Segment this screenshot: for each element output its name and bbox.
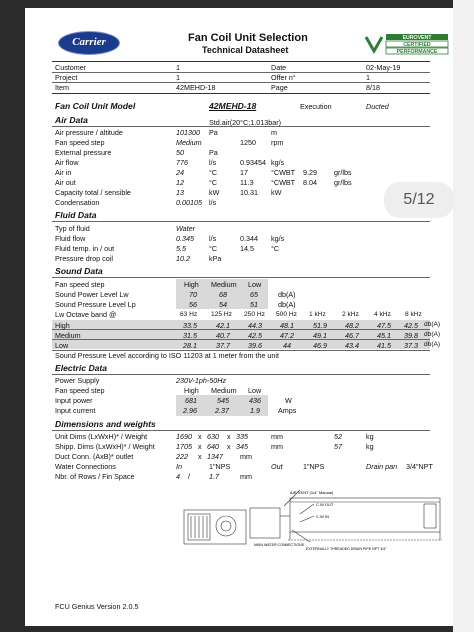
air-row-value: 776 <box>176 158 188 167</box>
air-row-value: 50 <box>176 148 184 157</box>
sound-pressure-unit: db(A) <box>278 300 296 309</box>
electric-speed-low: Low <box>248 386 262 395</box>
fluid-row-unit: kPa <box>209 254 222 263</box>
air-row-unit: l/s <box>209 198 217 207</box>
execution-value: Ducted <box>366 102 389 111</box>
project-value: 1 <box>176 73 180 82</box>
eurovent-line2: CERTIFIED <box>403 42 431 48</box>
input-current-medium: 2.37 <box>215 406 229 415</box>
date-label: Date <box>271 63 287 72</box>
air-row-unit2: rpm <box>271 138 284 147</box>
drawing-air-vent-label: AIR VENT (1/4" Manual) <box>290 490 334 495</box>
fluid-row-value: 5.5 <box>176 244 186 253</box>
fluid-section-title: Fluid Data <box>55 210 97 220</box>
water-conn-label: Water Connections <box>55 462 116 471</box>
sound-power-medium: 68 <box>219 290 227 299</box>
divider <box>52 374 430 375</box>
octave-value: 46.9 <box>313 341 327 350</box>
water-in-value: 1"NPS <box>209 462 231 471</box>
air-row-value: 101300 <box>176 128 200 137</box>
dimensions-section-title: Dimensions and weights <box>55 419 156 429</box>
air-row-value: Medium <box>176 138 202 147</box>
drawing-connections-label: MAIN WATER CONNECTIONS <box>254 543 305 547</box>
input-current-low: 1.9 <box>250 406 260 415</box>
unit-weight-unit: kg <box>366 432 374 441</box>
sound-section-title: Sound Data <box>55 266 103 276</box>
octave-band: 125 Hz <box>211 311 232 318</box>
water-out-value: 1"NPS <box>303 462 325 471</box>
fluid-row-unit2: kg/s <box>271 234 285 243</box>
input-power-low: 436 <box>249 396 261 405</box>
air-row-label: Air out <box>55 178 76 187</box>
air-row-value: 12 <box>176 178 184 187</box>
times-sign: x <box>227 432 231 441</box>
duct-conn-label: Duct Conn. (AxB)* outlet <box>55 452 134 461</box>
octave-band: 250 Hz <box>244 311 265 318</box>
octave-band: 1 kHz <box>309 311 326 318</box>
air-row-label: Air in <box>55 168 72 177</box>
ship-dims-unit: mm <box>271 442 283 451</box>
divider <box>52 221 430 222</box>
octave-row-label: Low <box>55 341 69 350</box>
input-current-high: 2.96 <box>183 406 197 415</box>
customer-label: Customer <box>55 63 87 72</box>
octave-unit: db(A) <box>424 321 441 328</box>
air-row-value: 0.00105 <box>176 198 202 207</box>
air-row-value3: 9.29 <box>303 168 317 177</box>
drain-pan-value: 3/4"NPT <box>406 462 433 471</box>
air-row-label: Capacity total / sensible <box>55 188 131 197</box>
fluid-row-label: Fluid flow <box>55 234 86 243</box>
air-row-unit: °C <box>209 178 218 187</box>
page-indicator: 5/12 <box>384 182 454 218</box>
electric-speed-high: High <box>184 386 199 395</box>
octave-value: 42.5 <box>248 331 262 340</box>
air-row-value2: 1250 <box>240 138 256 147</box>
sound-note: Sound Pressure Level according to ISO 11203 at 1 meter from the unit <box>55 351 280 360</box>
octave-value: 47.2 <box>280 331 294 340</box>
octave-value: 47.5 <box>377 321 391 330</box>
air-row-value: 13 <box>176 188 184 197</box>
octave-unit: db(A) <box>424 341 441 348</box>
fluid-row-value2: 14.5 <box>240 244 254 253</box>
fin-space-unit: mm <box>240 472 252 481</box>
input-power-high: 681 <box>185 396 197 405</box>
sound-speed-high: High <box>184 280 199 289</box>
octave-value: 48.1 <box>280 321 294 330</box>
drawing-drain-label: EXTERNALLY THREADED DRAIN PIPE NPT 3/4" <box>306 547 387 551</box>
unit-dim-l: 1690 <box>176 432 192 441</box>
octave-value: 28.1 <box>183 341 197 350</box>
sound-power-label: Sound Power Level Lw <box>55 290 129 299</box>
octave-value: 48.2 <box>345 321 359 330</box>
carrier-logo <box>58 31 120 55</box>
ship-dims-label: Shipp. Dims (LxWxH)* / Weight <box>55 442 155 451</box>
date-value: 02-May-19 <box>366 63 401 72</box>
viewer-scroll-area[interactable] <box>453 0 474 632</box>
octave-value: 40.7 <box>216 331 230 340</box>
octave-value: 39.8 <box>404 331 418 340</box>
air-row-value2: 11.3 <box>240 178 254 187</box>
input-power-medium: 545 <box>217 396 229 405</box>
air-row-unit3: gr/lbs <box>334 168 352 177</box>
water-out-label: Out <box>271 462 283 471</box>
air-row-unit3: gr/lbs <box>334 178 352 187</box>
slash-sign: / <box>188 472 190 481</box>
duct-dim-b: 1347 <box>207 452 223 461</box>
eurovent-logo <box>364 33 450 55</box>
octave-value: 43.4 <box>345 341 359 350</box>
electric-speed-label: Fan speed step <box>55 386 105 395</box>
air-row-value2: 17 <box>240 168 248 177</box>
times-sign: x <box>227 442 231 451</box>
item-value: 42MEHD-18 <box>176 83 216 92</box>
octave-table-shade <box>52 320 430 349</box>
input-power-unit: W <box>285 396 292 405</box>
air-row-label: Air pressure / altitude <box>55 128 123 137</box>
electric-speed-medium: Medium <box>211 386 237 395</box>
octave-value: 44 <box>283 341 291 350</box>
offer-label: Offer n° <box>271 73 296 82</box>
fluid-row-label: Typ of fluid <box>55 224 90 233</box>
sound-power-high: 70 <box>189 290 197 299</box>
times-sign: x <box>198 432 202 441</box>
air-row-label: Condensation <box>55 198 100 207</box>
octave-value: 39.6 <box>248 341 262 350</box>
octave-band: 4 kHz <box>374 311 391 318</box>
ship-weight-unit: kg <box>366 442 374 451</box>
electric-section-title: Electric Data <box>55 363 108 373</box>
eurovent-line1: EUROVENT <box>402 35 432 41</box>
sound-speed-medium: Medium <box>211 280 237 289</box>
octave-band: 8 kHz <box>405 311 422 318</box>
divider <box>52 277 430 278</box>
ship-dim-w: 640 <box>207 442 219 451</box>
air-row-unit: l/s <box>209 158 217 167</box>
input-current-unit: Amps <box>278 406 297 415</box>
air-row-unit2: m <box>271 128 277 137</box>
unit-dim-w: 630 <box>207 432 219 441</box>
octave-value: 37.3 <box>404 341 418 350</box>
power-supply-label: Power Supply <box>55 376 100 385</box>
sound-pressure-label: Sound Pressure Level Lp <box>55 300 136 309</box>
sound-speed-label: Fan speed step <box>55 280 105 289</box>
unit-technical-drawing <box>180 488 450 554</box>
divider <box>52 430 430 431</box>
water-in-label: In <box>176 462 182 471</box>
page-label: Page <box>271 83 288 92</box>
times-sign: x <box>198 442 202 451</box>
sound-pressure-high: 56 <box>189 300 197 309</box>
air-row-label: Air flow <box>55 158 79 167</box>
fluid-row-value2: 0.344 <box>240 234 258 243</box>
project-label: Project <box>55 73 78 82</box>
rows-value: 4 <box>176 472 180 481</box>
sound-speed-low: Low <box>248 280 262 289</box>
air-row-unit: Pa <box>209 148 218 157</box>
octave-value: 37.7 <box>216 341 230 350</box>
octave-band: 63 Hz <box>180 311 198 318</box>
model-label: Fan Coil Unit Model <box>55 101 136 111</box>
air-row-unit: Pa <box>209 128 218 137</box>
fin-space-value: 1.7 <box>209 472 219 481</box>
air-row-value2: 0.93454 <box>240 158 266 167</box>
drawing-cw-out-label: C.W OUT <box>316 502 334 507</box>
fluid-row-unit: l/s <box>209 234 217 243</box>
power-supply-value: 230V-1ph-50Hz <box>176 376 227 385</box>
octave-value: 33.5 <box>183 321 197 330</box>
octave-value: 42.1 <box>216 321 230 330</box>
ship-weight: 57 <box>334 442 342 451</box>
octave-value: 44.3 <box>248 321 262 330</box>
footer-version: FCU Genius Version 2.0.5 <box>55 602 139 611</box>
fluid-row-unit: °C <box>209 244 218 253</box>
air-row-value2: 10.31 <box>240 188 258 197</box>
air-row-unit: kW <box>209 188 220 197</box>
octave-value: 46.7 <box>345 331 359 340</box>
page-value: 8/18 <box>366 83 380 92</box>
octave-band: 500 Hz <box>276 311 297 318</box>
octave-value: 45.1 <box>377 331 391 340</box>
air-row-unit2: kW <box>271 188 282 197</box>
duct-dim-a: 222 <box>176 452 188 461</box>
times-sign: x <box>198 452 202 461</box>
unit-weight: 52 <box>334 432 342 441</box>
item-label: Item <box>55 83 69 92</box>
customer-value: 1 <box>176 63 180 72</box>
sound-power-unit: db(A) <box>278 290 296 299</box>
octave-label: Lw Octave band @ <box>55 310 117 319</box>
fluid-row-unit2: °C <box>271 244 280 253</box>
sound-pressure-low: 51 <box>250 300 258 309</box>
divider <box>52 339 430 340</box>
duct-unit: mm <box>240 452 252 461</box>
offer-value: 1 <box>366 73 370 82</box>
fluid-row-value: Water <box>176 224 196 233</box>
air-row-value: 24 <box>176 168 184 177</box>
air-row-unit: °C <box>209 168 218 177</box>
sound-power-low: 65 <box>250 290 258 299</box>
octave-value: 42.5 <box>404 321 418 330</box>
air-row-unit2: kg/s <box>271 158 285 167</box>
std-air-note: Std.air(20°C;1.013bar) <box>209 118 281 127</box>
unit-dims-label: Unit Dims (LxWxH)* / Weight <box>55 432 148 441</box>
ship-dim-h: 345 <box>236 442 248 451</box>
octave-value: 41.5 <box>377 341 391 350</box>
page-title: Fan Coil Unit Selection <box>188 32 308 44</box>
unit-dim-h: 335 <box>236 432 248 441</box>
input-power-label: Input power <box>55 396 93 405</box>
eurovent-line3: PERFORMANCE <box>396 49 438 55</box>
octave-value: 49.1 <box>313 331 327 340</box>
air-row-value3: 8.04 <box>303 178 317 187</box>
input-current-label: Input current <box>55 406 96 415</box>
brand-text: Carrier <box>72 36 106 48</box>
air-row-unit2: °CWBT <box>271 178 296 187</box>
divider <box>52 72 430 73</box>
fluid-row-value: 10.2 <box>176 254 190 263</box>
ship-dim-l: 1705 <box>176 442 192 451</box>
execution-label: Execution <box>300 102 332 111</box>
octave-value: 31.5 <box>183 331 197 340</box>
sound-pressure-medium: 54 <box>219 300 227 309</box>
octave-value: 51.9 <box>313 321 327 330</box>
model-value: 42MEHD-18 <box>209 101 257 111</box>
page-subtitle: Technical Datasheet <box>202 45 289 55</box>
octave-unit: db(A) <box>424 331 441 338</box>
unit-dims-unit: mm <box>271 432 283 441</box>
octave-band: 2 kHz <box>342 311 359 318</box>
octave-row-label: Medium <box>55 331 81 340</box>
fluid-row-label: Pressure drop coil <box>55 254 113 263</box>
divider <box>52 61 430 62</box>
drain-pan-label: Drain pan <box>366 462 398 471</box>
drawing-cw-in-label: C.W IN <box>316 514 329 519</box>
fluid-row-label: Fluid temp. in / out <box>55 244 115 253</box>
air-section-title: Air Data <box>55 115 88 125</box>
air-row-label: Fan speed step <box>55 138 105 147</box>
air-row-label: External pressure <box>55 148 112 157</box>
rows-fin-label: Nbr. of Rows / Fin Space <box>55 472 135 481</box>
divider <box>52 93 430 94</box>
fluid-row-value: 0.345 <box>176 234 194 243</box>
divider <box>52 329 430 330</box>
air-row-unit2: °CWBT <box>271 168 296 177</box>
octave-row-label: High <box>55 321 70 330</box>
